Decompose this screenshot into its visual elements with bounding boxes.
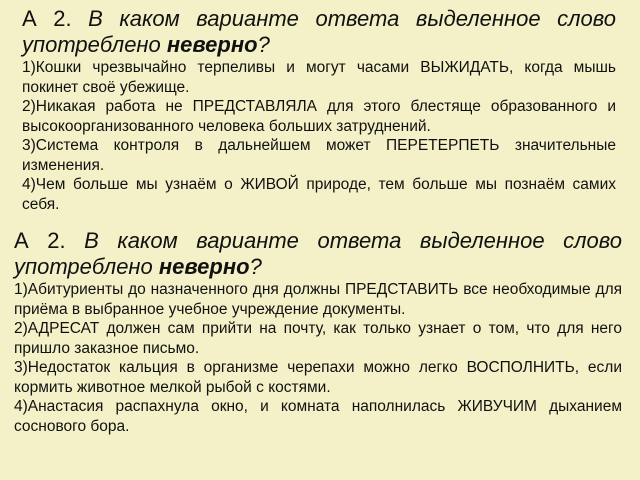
answer-option-2: 2)АДРЕСАТ должен сам прийти на почту, как только узнает о том, что для него пришло заказное письмо. [14, 320, 622, 357]
question-text: В каком варианте ответа выделенное слово [84, 228, 623, 253]
answer-option-2: 2)Никакая работа не ПРЕДСТАВЛЯЛА для этого блестяще образованного и высокоорганизованного человека больших затруднений. [22, 98, 616, 135]
question-text-cont: употреблено [14, 254, 159, 279]
question-number: А 2. [14, 228, 66, 253]
answer-option-1: 1)Кошки чрезвычайно терпеливы и могут часами ВЫЖИДАТЬ, когда мышь покинет своё убежище. [22, 59, 616, 96]
answer-option-3: 3)Недостаток кальция в организме черепахи можно легко ВОСПОЛНИТЬ, если кормить животное мелкой рыбой с костями. [14, 359, 622, 396]
question-text: В каком варианте ответа выделенное слово [88, 6, 617, 31]
question-emphasis: неверно [158, 254, 250, 279]
question-heading-line2 [22, 32, 616, 58]
question-block-1 [22, 6, 616, 214]
question-block-2 [14, 228, 622, 436]
answer-option-4: 4)Анастасия распахнула окно, и комната наполнилась ЖИВУЧИМ дыханием соснового бора. [14, 398, 622, 435]
question-mark: ? [257, 32, 270, 57]
question-text-cont: употреблено [22, 32, 167, 57]
question-heading [22, 6, 616, 32]
question-mark: ? [249, 254, 262, 279]
question-emphasis: неверно [166, 32, 258, 57]
question-number: А 2. [22, 6, 72, 31]
answer-option-1: 1)Абитуриенты до назначенного дня должны ПРЕДСТАВИТЬ все необходимые для приёма в выбранное учебное учреждение документы. [14, 281, 622, 318]
answer-option-4: 4)Чем больше мы узнаём о ЖИВОЙ природе, тем больше мы познаём самих себя. [22, 176, 616, 213]
question-heading-line2 [14, 254, 622, 280]
answer-option-3: 3)Система контроля в дальнейшем может ПЕРЕТЕРПЕТЬ значительные изменения. [22, 137, 616, 174]
question-heading [14, 228, 622, 254]
